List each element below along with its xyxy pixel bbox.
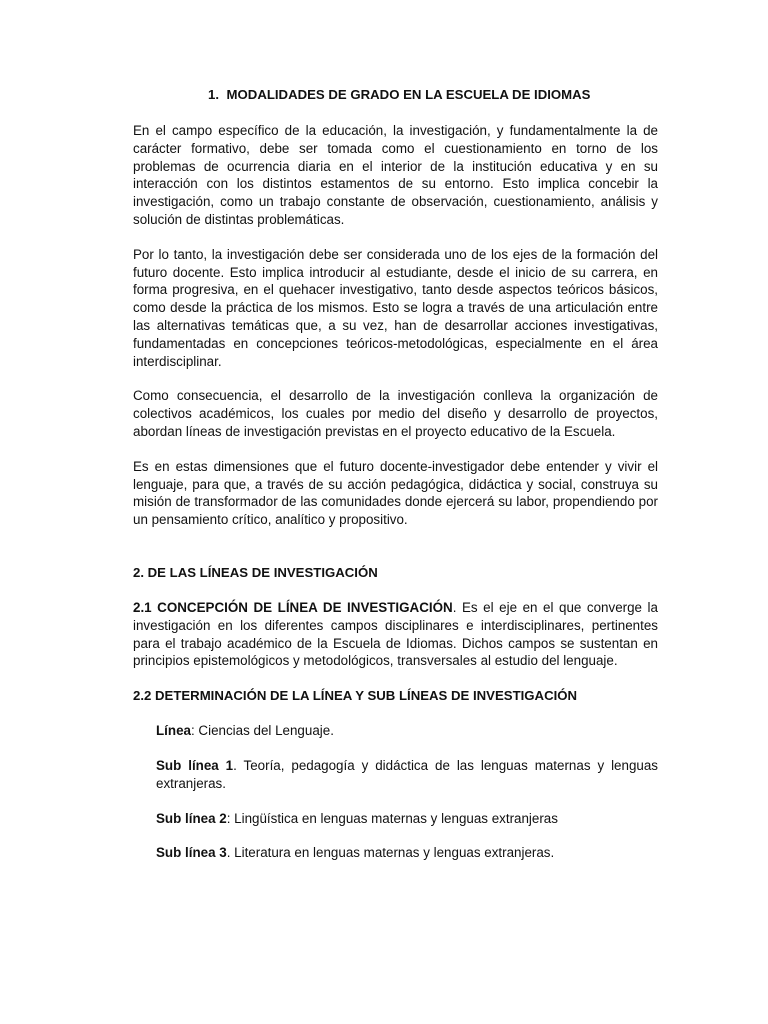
linea-label: Línea bbox=[156, 723, 191, 739]
section-1-title: MODALIDADES DE GRADO EN LA ESCUELA DE IDIOMAS bbox=[226, 87, 591, 102]
sub-linea-2-text: : Lingüística en lenguas maternas y lenguas extranjeras bbox=[226, 810, 558, 826]
section-1-heading bbox=[133, 86, 658, 104]
spacer bbox=[133, 546, 658, 564]
subsection-2-1-label: 2.1 CONCEPCIÓN DE LÍNEA DE INVESTIGACIÓN bbox=[133, 599, 453, 615]
subsection-2-1 bbox=[133, 599, 658, 670]
paragraph-2: Por lo tanto, la investigación debe ser considerada uno de los ejes de la formación del futuro docente. Esto implica introducir al estudiante, desde el inicio de su carrera, en forma progresiva, en el quehacer investigativo, tanto desde aspectos teóricos básicos, como desde la práctica de los mismos. Esto se logra a través de una articulación entre las alternativas temáticas que, a su vez, han de desarrollar acciones investigativas, fundamentadas en concepciones teóricos-metodológicas, especialmente en el área interdisciplinar. bbox=[133, 246, 658, 369]
sub-linea-2-label: Sub línea 2 bbox=[156, 810, 227, 826]
paragraph-4: Es en estas dimensiones que el futuro docente-investigador debe entender y vivir el lenguaje, para que, a través de su acción pedagógica, didáctica y social, construya su misión de transformador de las comunidades donde ejercerá su labor, propendiendo por un pensamiento crítico, analítico y propositivo. bbox=[133, 458, 658, 528]
section-1-number: 1. bbox=[208, 87, 220, 102]
sub-linea-3-text: . Literatura en lenguas maternas y lenguas extranjeras. bbox=[226, 845, 555, 861]
linea-text: : Ciencias del Lenguaje. bbox=[190, 723, 334, 739]
sub-linea-3-item bbox=[133, 844, 658, 862]
sub-linea-1-item bbox=[133, 757, 658, 793]
subsection-2-2-heading: 2.2 DETERMINACIÓN DE LA LÍNEA Y SUB LÍNEAS DE INVESTIGACIÓN bbox=[133, 688, 578, 704]
subsection-2-1-text: . Es el eje en el que converge la investigación en los diferentes campos disciplinares e interdisciplinares, pertinentes para el trabajo académico de la Escuela de Idiomas. Dichos campos se sustentan en principios epistemológicos y metodológicos, transversales al estudio del lenguaje. bbox=[133, 599, 658, 669]
sub-linea-3-label: Sub línea 3 bbox=[156, 845, 227, 861]
paragraph-3: Como consecuencia, el desarrollo de la investigación conlleva la organización de colectivos académicos, los cuales por medio del diseño y desarrollo de proyectos, abordan líneas de investigación previstas en el proyecto educativo de la Escuela. bbox=[133, 388, 658, 439]
linea-item bbox=[133, 722, 658, 740]
sub-linea-1-label: Sub línea 1 bbox=[156, 757, 234, 773]
sub-linea-1-text: . Teoría, pedagogía y didáctica de las lenguas maternas y lenguas extranjeras. bbox=[156, 757, 658, 791]
sub-linea-2-item bbox=[133, 810, 658, 828]
section-2-heading: 2. DE LAS LÍNEAS DE INVESTIGACIÓN bbox=[133, 564, 378, 580]
paragraph-1: En el campo específico de la educación, la investigación, y fundamentalmente la de carácter formativo, debe ser tomada como el cuestionamiento en torno de los problemas de ocurrencia diaria en el interior de la institución educativa y en su interacción con los distintos estamentos de su entorno. Esto implica concebir la investigación, como un trabajo constante de observación, cuestionamiento, análisis y solución de distintas problemáticas. bbox=[133, 123, 658, 227]
